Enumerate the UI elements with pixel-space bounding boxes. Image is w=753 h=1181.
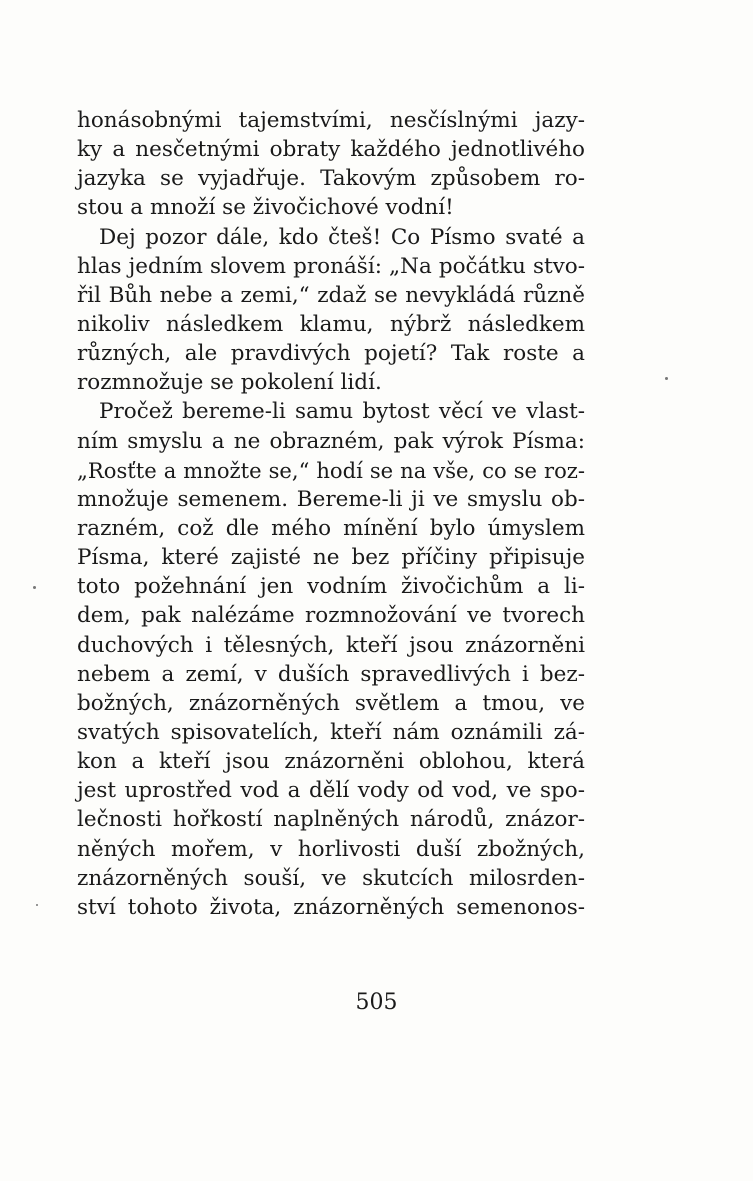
text-line: toto požehnání jen vodním živočichům a li- <box>77 574 585 600</box>
text-line: řil Bůh nebe a zemi,“ zdaž se nevykládá různě <box>77 282 585 308</box>
text-line: honásobnými tajemstvími, nesčíslnými jazy- <box>77 108 585 133</box>
text-line: Dej pozor dále, kdo čteš! Co Písmo svaté a <box>99 224 585 250</box>
text-line: kon a kteří jsou znázorněni oblohou, která <box>77 749 585 775</box>
text-line: jazyka se vyjadřuje. Takovým způsobem ro- <box>77 166 585 192</box>
paper-speck <box>33 586 36 589</box>
text-line: nikoliv následkem klamu, nýbrž následkem <box>77 311 585 337</box>
text-line: Pročež bereme-li samu bytost věcí ve vlast- <box>99 399 585 425</box>
text-line: ky a nesčetnými obraty každého jednotlivého <box>77 137 585 163</box>
text-line: lečnosti hořkostí naplněných národů, znázor- <box>77 807 585 833</box>
text-line: duchových i tělesných, kteří jsou znázorněni <box>77 632 585 658</box>
text-line: Písma, které zajisté ne bez příčiny připisuje <box>77 545 585 571</box>
text-line: božných, znázorněných světlem a tmou, ve <box>77 690 585 716</box>
text-line: razném, což dle mého mínění bylo úmyslem <box>77 515 585 541</box>
text-line: rozmnožuje se pokolení lidí. <box>77 370 382 396</box>
text-line: „Rosťte a množte se,“ hodí se na vše, co se roz- <box>77 457 585 483</box>
text-line: ním smyslu a ne obrazném, pak výrok Písma: <box>77 428 585 454</box>
text-line: nebem a zemí, v duších spravedlivých i bez- <box>77 661 585 687</box>
page-number: 505 <box>355 990 398 1015</box>
body-text <box>77 106 585 922</box>
text-line: něných mořem, v horlivosti duší zbožných, <box>77 836 585 862</box>
text-line: hlas jedním slovem pronáší: „Na počátku stvo- <box>77 253 585 279</box>
text-line: dem, pak nalézáme rozmnožování ve tvorech <box>77 603 585 629</box>
text-line: množuje semenem. Bereme-li ji ve smyslu ob- <box>77 486 585 512</box>
text-line: svatých spisovatelích, kteří nám oznámili zá- <box>77 719 585 745</box>
text-line: stou a množí se živočichové vodní! <box>77 195 454 221</box>
paper-speck <box>36 904 38 906</box>
text-line: jest uprostřed vod a dělí vody od vod, ve spo- <box>77 778 585 804</box>
text-line: ství tohoto života, znázorněných semenonos- <box>77 894 585 920</box>
text-line: znázorněných souší, ve skutcích milosrden- <box>77 865 585 891</box>
paper-speck <box>665 377 668 380</box>
text-line: různých, ale pravdivých pojetí? Tak roste a <box>77 341 585 367</box>
